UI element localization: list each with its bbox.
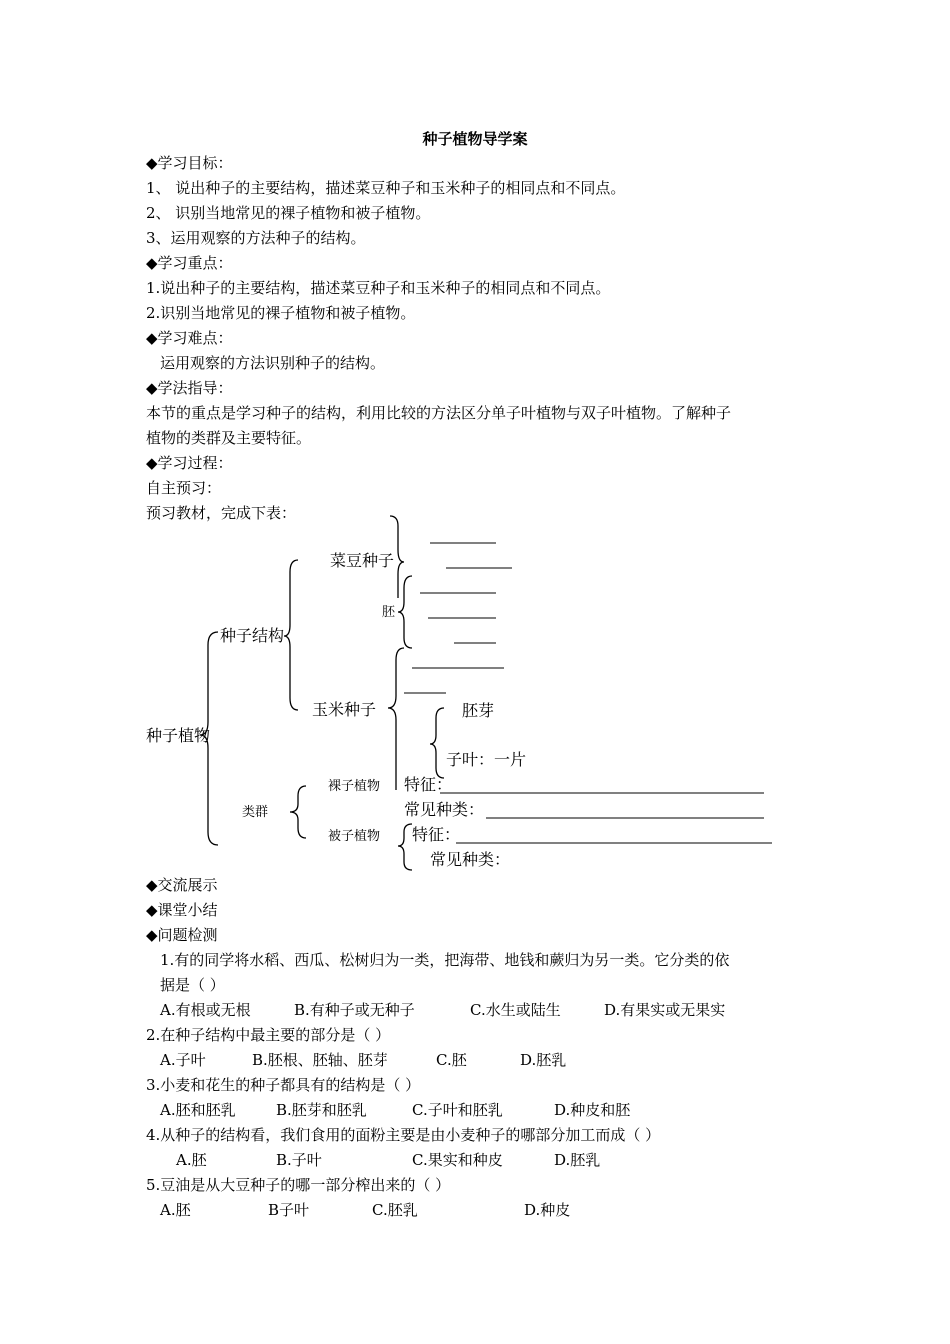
question-stem: 据是（ ） [160,976,225,994]
option: B子叶 [268,1201,310,1219]
option: D.胚乳 [520,1051,567,1069]
process-heading: ◆学习过程： [146,454,233,472]
option: D.有果实或无果实 [604,1001,726,1019]
structure-brace [284,560,298,710]
option: C.果实和种皮 [412,1151,503,1169]
page-title: 种子植物导学案 [422,130,528,148]
objective-item: 2、 识别当地常见的裸子植物和被子植物。 [146,204,431,222]
option: D.种皮 [524,1201,571,1219]
key-points-heading: ◆学习重点： [146,254,233,272]
option: B.有种子或无种子 [294,1001,415,1019]
test-heading: ◆问题检测 [146,926,218,944]
gymnosperm-feature-label: 特征： [404,775,453,794]
angiosperm-common-label: 常见种类： [430,850,511,869]
option: A.胚 [160,1201,191,1219]
option: C.子叶和胚乳 [412,1101,503,1119]
option: A.子叶 [160,1051,206,1069]
gymnosperm-common-label: 常见种类： [404,800,485,819]
option: B.胚根、胚轴、胚芽 [252,1051,388,1069]
objective-item: 3、运用观察的方法种子的结构。 [146,229,366,247]
question-stem: 3.小麦和花生的种子都具有的结构是（ ） [146,1076,421,1094]
corn-embryo-brace [430,708,444,778]
method-text: 植物的类群及主要特征。 [146,429,312,447]
method-heading: ◆学法指导： [146,379,233,397]
question-stem: 4.从种子的结构看，我们食用的面粉主要是由小麦种子的哪部分加工而成（ ） [146,1126,661,1144]
objectives-heading: ◆学习目标： [146,154,233,172]
objective-item: 1、 说出种子的主要结构，描述菜豆种子和玉米种子的相同点和不同点。 [146,179,626,197]
corn-seed-label: 玉米种子 [312,700,377,719]
groups-brace [290,786,306,838]
cotyledon-label: 子叶：一片 [446,750,527,769]
bean-seed-label: 菜豆种子 [330,551,395,570]
instruction-text: 预习教材，完成下表： [146,504,297,522]
option: D.胚乳 [554,1151,601,1169]
option: B.胚芽和胚乳 [276,1101,367,1119]
question-stem: 2.在种子结构中最主要的部分是（ ） [146,1026,391,1044]
summary-heading: ◆课堂小结 [146,901,218,919]
question-stem: 1.有的同学将水稻、西瓜、松树归为一类，把海带、地钱和蕨归为另一类。它分类的依 [160,951,730,969]
embryo-label: 胚 [382,605,396,620]
key-point-item: 1.说出种子的主要结构，描述菜豆种子和玉米种子的相同点和不同点。 [146,279,611,297]
embryo-brace [398,576,412,648]
self-study-label: 自主预习： [146,479,222,497]
angiosperm-brace [398,824,412,870]
option: A.胚和胚乳 [160,1101,236,1119]
angiosperm-feature-label: 特征： [412,825,461,844]
plumule-label: 胚芽 [462,701,495,720]
option: A.有根或无根 [160,1001,251,1019]
difficulties-text: 运用观察的方法识别种子的结构。 [160,354,386,372]
gymnosperm-label: 裸子植物 [328,779,381,794]
option: A.胚 [176,1151,207,1169]
option: C.胚 [436,1051,467,1069]
groups-label: 类群 [242,805,269,820]
structure-label: 种子结构 [220,626,285,645]
exchange-heading: ◆交流展示 [146,876,218,894]
question-stem: 5.豆油是从大豆种子的哪一部分榨出来的（ ） [146,1176,451,1194]
angiosperm-label: 被子植物 [328,829,381,844]
option: C.胚乳 [372,1201,418,1219]
difficulties-heading: ◆学习难点： [146,329,233,347]
root-label: 种子植物 [146,726,211,745]
option: C.水生或陆生 [470,1001,561,1019]
key-point-item: 2.识别当地常见的裸子植物和被子植物。 [146,304,416,322]
option: B.子叶 [276,1151,322,1169]
option: D.种皮和胚 [554,1101,631,1119]
corn-seed-brace [388,648,404,790]
method-text: 本节的重点是学习种子的结构，利用比较的方法区分单子叶植物与双子叶植物。了解种子 [146,404,732,422]
